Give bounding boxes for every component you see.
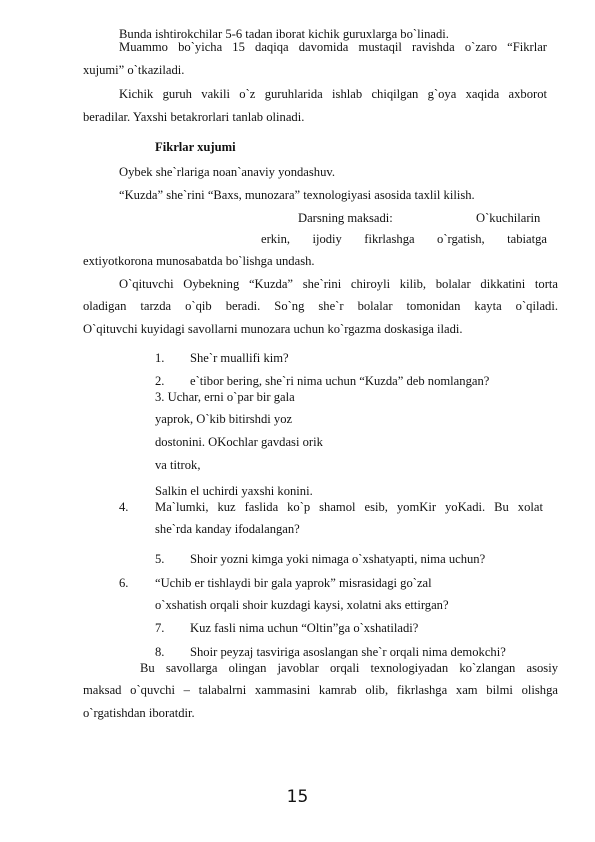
paragraph-line: xujumi” o`tkaziladi. [83,63,185,77]
paragraph-line: O`qituvchi kuyidagi savollarni munozara uchun ko`rgazma doskasiga iladi. [83,322,463,336]
list-item: “Uchib er tishlaydi bir gala yaprok” misrasidagi go`zal [155,576,432,590]
list-item: She`r muallifi kim? [190,351,289,365]
list-number: 2. [155,374,165,388]
paragraph-line: extiyotkorona munosabatda bo`lishga undash. [83,254,315,268]
paragraph-line: Kichik guruh vakili o`z guruhlarida ishlab chiqilgan g`oya xaqida axborot [119,87,547,101]
list-item: Shoir peyzaj tasviriga asoslangan she`r orqali nima demokchi? [190,645,506,659]
paragraph-line: Muammo bo`yicha 15 daqiqa davomida mustaqil ravishda o`zaro “Fikrlar [119,40,547,54]
paragraph-line: O`kuchilarin [476,211,541,225]
poem-line: yaprok, O`kib bitirshdi yoz [155,412,293,426]
paragraph-line: Darsning maksadi: [298,211,393,225]
page-number: 15 [286,787,309,807]
list-number: 1. [155,351,165,365]
paragraph-line: Oybek she`rlariga noan`anaviy yondashuv. [119,165,336,179]
paragraph-line: Bunda ishtirokchilar 5-6 tadan iborat kichik guruxlarga bo`linadi. [119,27,449,41]
paragraph-line: oladigan tarzda o`qib beradi. So`ng she`r bolalar tomonidan kayta o`qiladi. [83,299,558,313]
paragraph-line: beradilar. Yaxshi betakrorlari tanlab olinadi. [83,110,305,124]
list-number: 6. [119,576,129,590]
list-number: 8. [155,645,165,659]
list-number: 7. [155,621,165,635]
list-number: 4. [119,500,129,514]
list-item: Ma`lumki, kuz faslida ko`p shamol esib, yomKir yoKadi. Bu xolat [155,500,543,514]
paragraph-line: Bu savollarga olingan javoblar orqali texnologiyadan ko`zlangan asosiy [140,661,558,675]
list-item-continuation: she`rda kanday ifodalangan? [155,522,300,536]
poem-line: va titrok, [155,458,201,472]
paragraph-line: “Kuzda” she`rini “Baxs, munozara” texnologiyasi asosida taxlil kilish. [119,188,475,202]
paragraph-line: o`rgatishdan iboratdir. [83,706,195,720]
poem-line: Salkin el uchirdi yaxshi konini. [155,484,313,498]
list-item: 3. Uchar, erni o`par bir gala [155,390,295,404]
list-item-continuation: o`xshatish orqali shoir kuzdagi kaysi, xolatni aks ettirgan? [155,598,449,612]
poem-line: dostonini. OKochlar gavdasi orik [155,435,323,449]
paragraph-line: O`qituvchi Oybekning “Kuzda” she`rini chiroyli kilib, bolalar dikkatini torta [119,277,558,291]
paragraph-line: erkin, ijodiy fikrlashga o`rgatish, tabiatga [261,232,547,246]
paragraph-line: maksad o`quvchi – talabalrni xammasini kamrab olib, fikrlashga xam bilmi olishga [83,683,558,697]
list-item: Shoir yozni kimga yoki nimaga o`xshatyapti, nima uchun? [190,552,486,566]
section-heading: Fikrlar xujumi [155,140,236,154]
list-item: e`tibor bering, she`ri nima uchun “Kuzda” deb nomlangan? [190,374,490,388]
list-item: Kuz fasli nima uchun “Oltin”ga o`xshatiladi? [190,621,419,635]
list-number: 5. [155,552,165,566]
